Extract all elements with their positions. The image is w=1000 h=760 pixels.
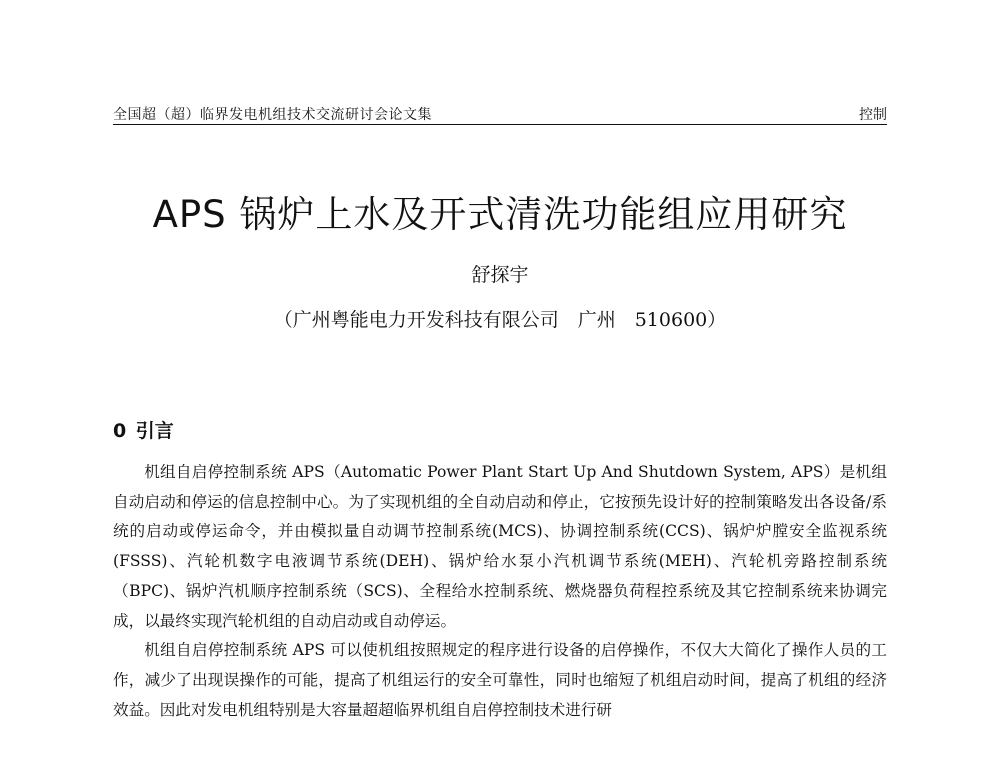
section-heading-introduction: 0 引言 [113, 420, 174, 442]
proceedings-header: 全国超（超）临界发电机组技术交流研讨会论文集 [113, 107, 432, 123]
header-divider [113, 124, 887, 125]
body-text [113, 458, 887, 725]
category-header: 控制 [859, 107, 887, 123]
author-affiliation: （广州粤能电力开发科技有限公司 广州 510600） [273, 309, 727, 331]
paper-title: APS 锅炉上水及开式清洗功能组应用研究 [152, 193, 848, 236]
paragraph: 机组自启停控制系统 APS（Automatic Power Plant Start Up And Shutdown System, APS）是机组自动启动和停运的信息控制中心。为了实现机组的全自动启动和停止，它按预先设计好的控制策略发出各设备/系统的启动或停运命令，并由模拟量自动调节控制系统(MCS)、协调控制系统(CCS)、锅炉炉膛安全监视系统(FSSS)、汽轮机数字电液调节系统(DEH)、锅炉给水泵小汽机调节系统(MEH)、汽轮机旁路控制系统（BPC)、锅炉汽机顺序控制系统（SCS)、全程给水控制系统、燃烧器负荷程控系统及其它控制系统来协调完成，以最终实现汽轮机组的自动启动或自动停运。 [113, 463, 887, 630]
paragraph: 机组自启停控制系统 APS 可以使机组按照规定的程序进行设备的启停操作，不仅大大简化了操作人员的工作，减少了出现误操作的可能，提高了机组运行的安全可靠性，同时也缩短了机组启动时间，提高了机组的经济效益。因此对发电机组特别是大容量超超临界机组自启停控制技术进行研 [113, 641, 887, 719]
author-name: 舒探宇 [471, 264, 529, 286]
